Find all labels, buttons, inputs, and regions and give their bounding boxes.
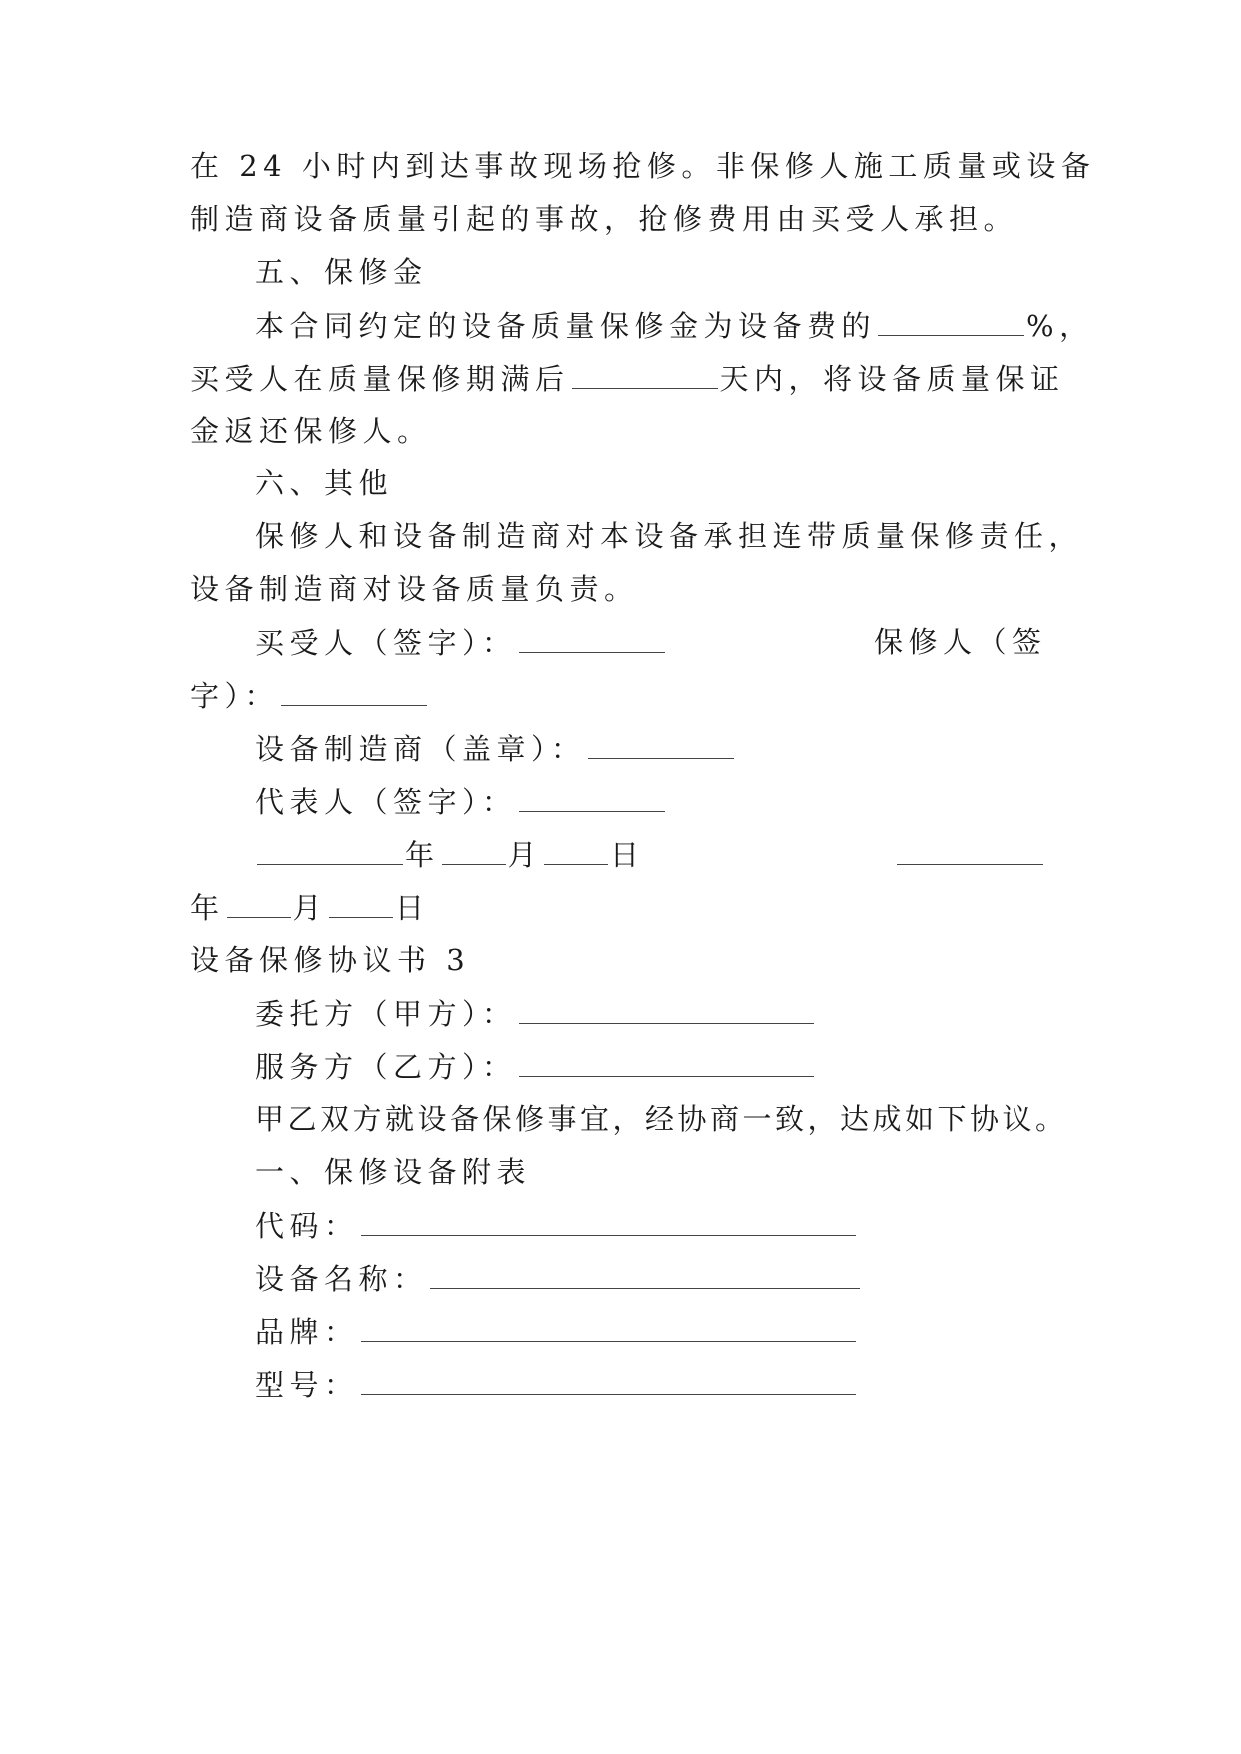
year-label: 年 bbox=[405, 838, 440, 872]
section-heading: 五、保修金 bbox=[255, 255, 428, 289]
year-blank[interactable] bbox=[257, 834, 403, 865]
paragraph-line: 保修人和设备制造商对本设备承担连带质量保修责任， bbox=[255, 519, 1084, 553]
section-heading: 六、其他 bbox=[255, 466, 394, 500]
paragraph-line bbox=[255, 305, 1094, 345]
field-line bbox=[255, 1311, 1055, 1351]
section-heading: 一、保修设备附表 bbox=[255, 1155, 532, 1189]
agreement-title: 设备保修协议书 3 bbox=[190, 943, 471, 977]
day-label: 日 bbox=[610, 838, 645, 872]
year-blank[interactable] bbox=[897, 834, 1043, 865]
text: 天内，将设备质量保证 bbox=[719, 362, 1065, 396]
day-blank[interactable] bbox=[544, 834, 608, 865]
equipment-name-label: 设备名称： bbox=[255, 1262, 428, 1296]
signature-line bbox=[190, 675, 1050, 715]
equipment-name-blank[interactable] bbox=[430, 1258, 860, 1289]
brand-label: 品牌： bbox=[255, 1315, 359, 1349]
manufacturer-seal-label: 设备制造商（盖章）： bbox=[255, 732, 586, 766]
buyer-signature-label: 买受人（签字）： bbox=[255, 626, 517, 660]
signature-line bbox=[255, 781, 1055, 821]
field-line bbox=[255, 1258, 1055, 1298]
month-label: 月 bbox=[292, 891, 328, 925]
month-label: 月 bbox=[507, 838, 543, 872]
text: 买受人在质量保修期满后 bbox=[190, 362, 570, 396]
code-label: 代码： bbox=[255, 1209, 359, 1243]
day-label: 日 bbox=[395, 891, 430, 925]
brand-blank[interactable] bbox=[361, 1311, 856, 1342]
paragraph-line: 设备制造商对设备质量负责。 bbox=[190, 572, 639, 606]
warrantor-signature-blank[interactable] bbox=[281, 675, 427, 706]
client-label: 委托方（甲方）： bbox=[255, 997, 517, 1031]
party-line bbox=[255, 1046, 1055, 1086]
paragraph-line: 甲乙双方就设备保修事宜，经协商一致，达成如下协议。 bbox=[255, 1102, 1068, 1136]
paragraph-line: 金返还保修人。 bbox=[190, 414, 432, 448]
client-blank[interactable] bbox=[519, 993, 814, 1024]
provider-label: 服务方（乙方）： bbox=[255, 1050, 517, 1084]
text: %， bbox=[1026, 309, 1094, 343]
day-blank[interactable] bbox=[329, 887, 393, 918]
code-blank[interactable] bbox=[361, 1205, 856, 1236]
days-blank[interactable] bbox=[572, 358, 718, 389]
percentage-blank[interactable] bbox=[878, 305, 1024, 336]
field-line bbox=[255, 1205, 1055, 1245]
paragraph-line bbox=[190, 358, 1065, 398]
representative-signature-blank[interactable] bbox=[519, 781, 665, 812]
paragraph-line: 制造商设备质量引起的事故，抢修费用由买受人承担。 bbox=[190, 202, 1019, 236]
date-line-right bbox=[895, 834, 1045, 874]
text: 本合同约定的设备质量保修金为设备费的 bbox=[255, 309, 877, 343]
month-blank[interactable] bbox=[442, 834, 506, 865]
warrantor-signature-label-cont: 字）： bbox=[190, 679, 280, 713]
warrantor-signature-label: 保修人（签 bbox=[874, 625, 1047, 659]
model-label: 型号： bbox=[255, 1368, 359, 1402]
model-blank[interactable] bbox=[361, 1364, 856, 1395]
representative-signature-label: 代表人（签字）： bbox=[255, 785, 517, 819]
paragraph-line: 在 24 小时内到达事故现场抢修。非保修人施工质量或设备 bbox=[190, 149, 1096, 183]
provider-blank[interactable] bbox=[519, 1046, 814, 1077]
month-blank[interactable] bbox=[227, 887, 291, 918]
signature-line bbox=[255, 728, 1055, 768]
party-line bbox=[255, 993, 1055, 1033]
year-label: 年 bbox=[190, 891, 225, 925]
buyer-signature-blank[interactable] bbox=[519, 622, 665, 653]
field-line bbox=[255, 1364, 1055, 1404]
date-line bbox=[190, 887, 1050, 927]
manufacturer-seal-blank[interactable] bbox=[588, 728, 734, 759]
